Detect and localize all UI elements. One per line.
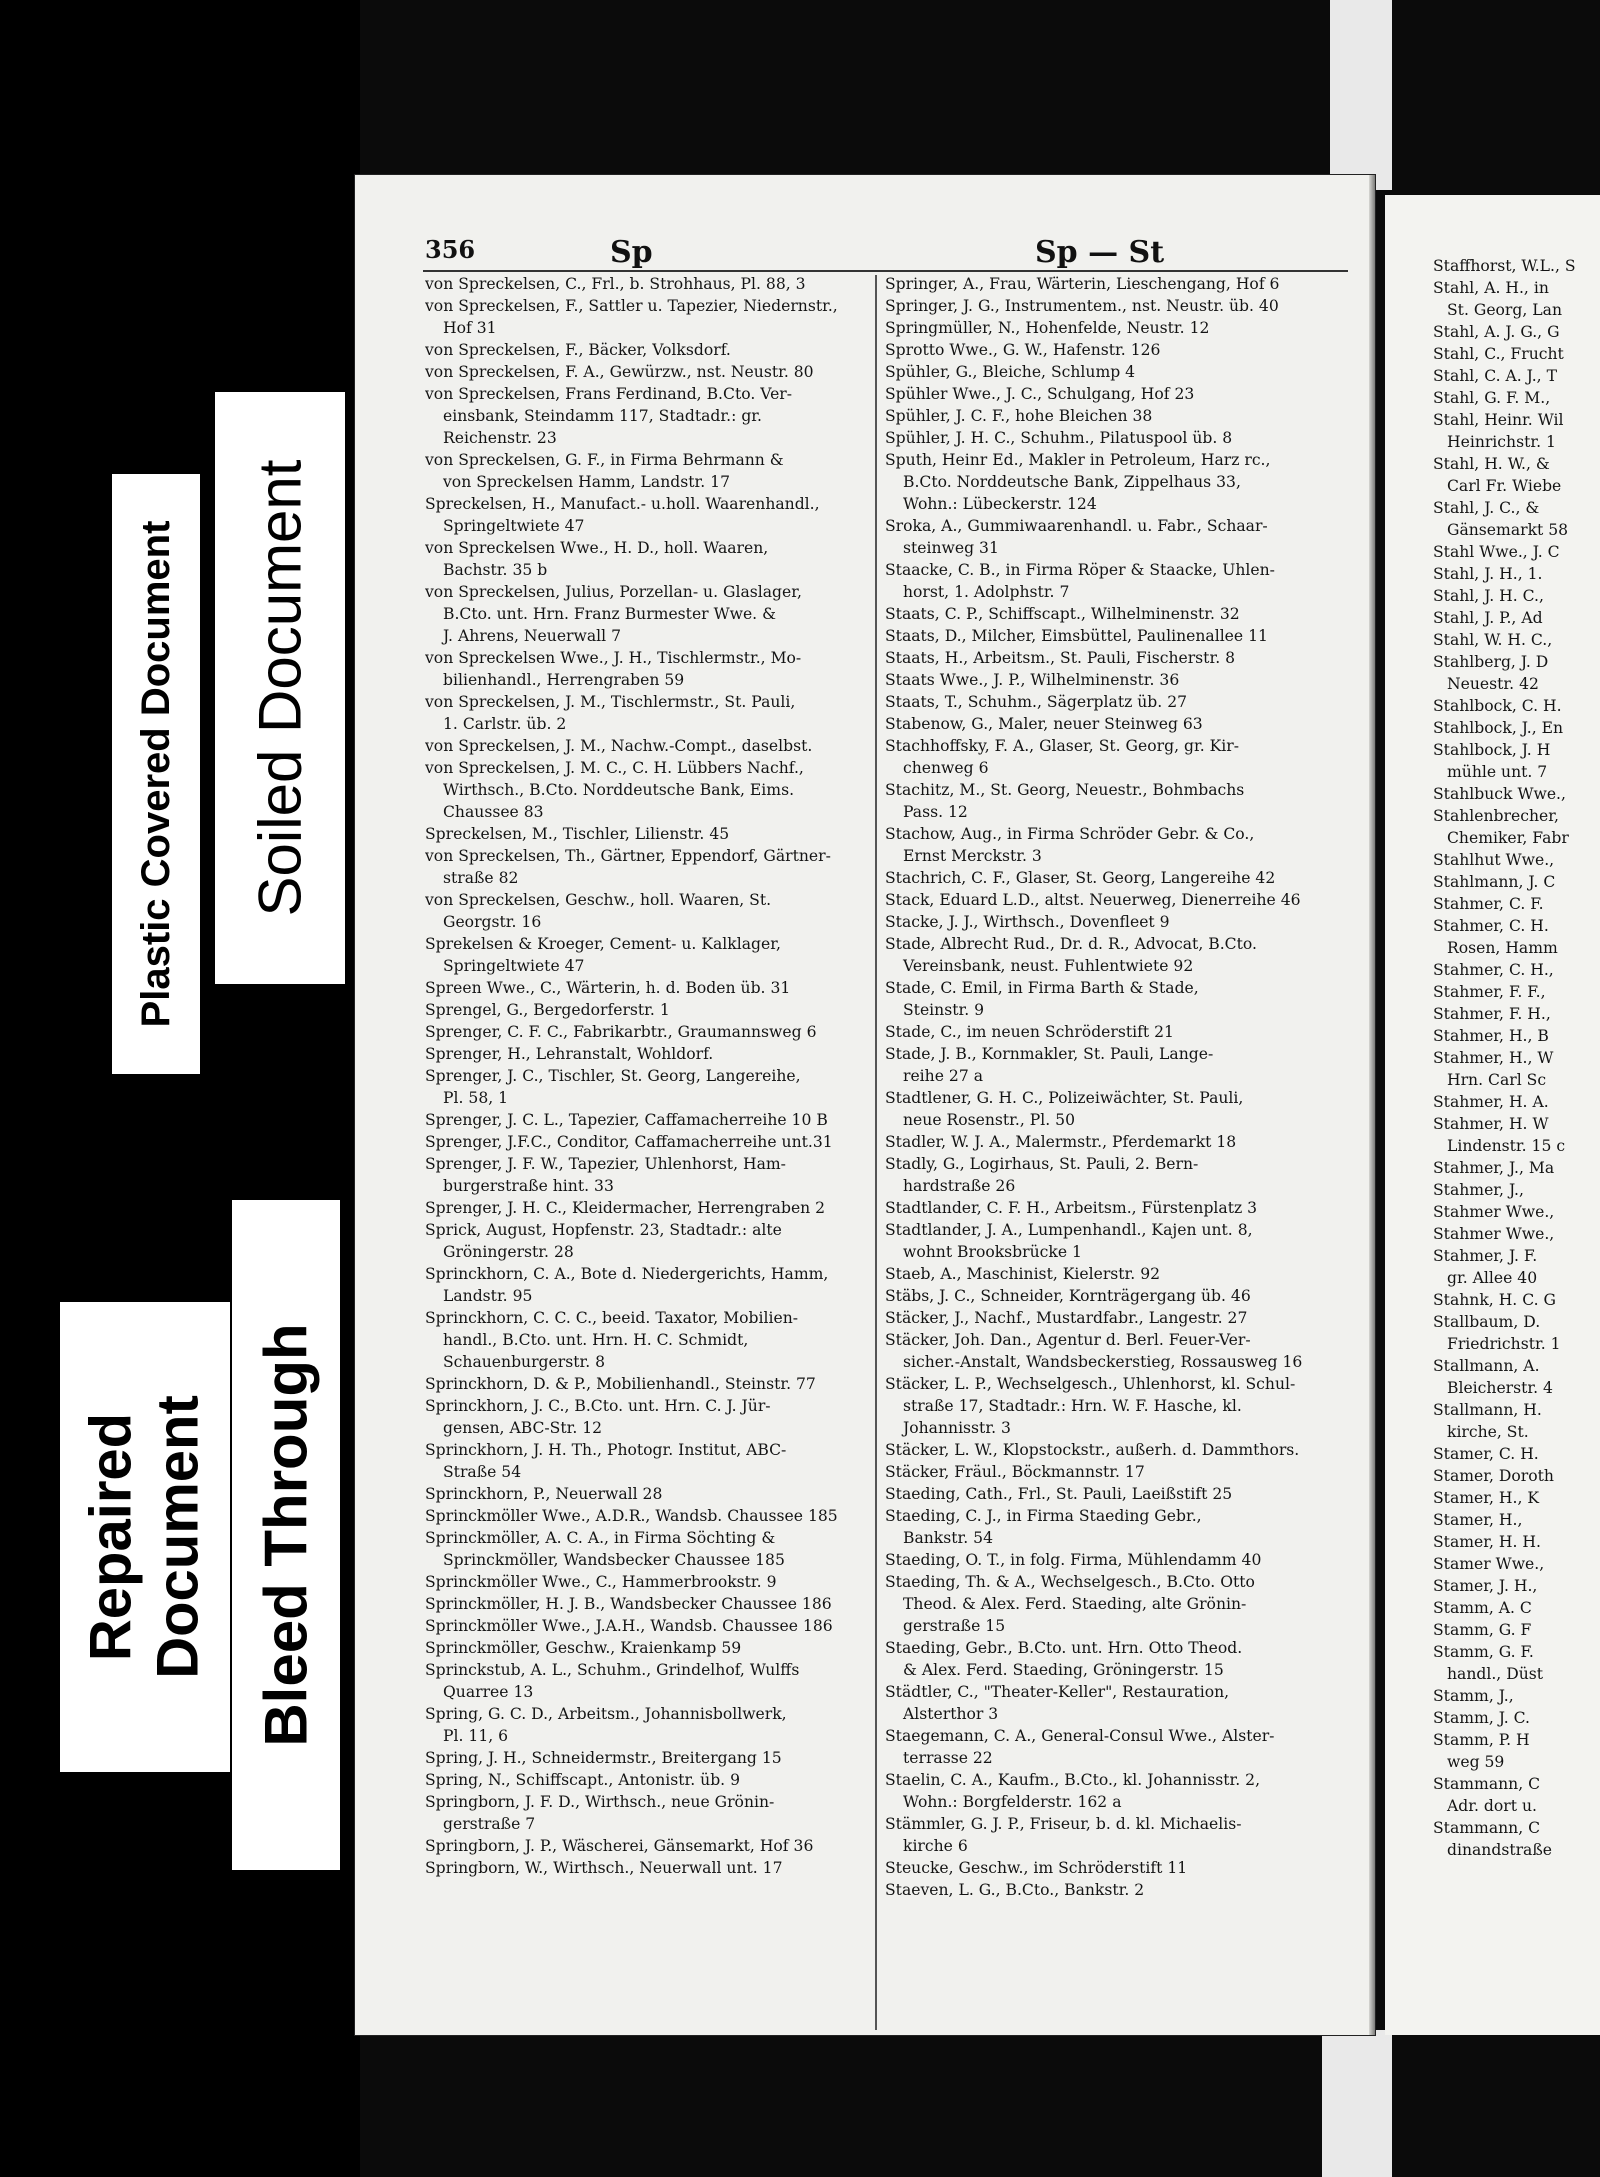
directory-entry: Sprenger, J. F. W., Tapezier, Uhlenhorst, Ham- bbox=[425, 1155, 786, 1173]
directory-entry: Stahlbock, C. H. bbox=[1433, 697, 1562, 715]
directory-entry: Stahmer Wwe., bbox=[1433, 1225, 1555, 1243]
directory-entry: Spreen Wwe., C., Wärterin, h. d. Boden üb. 31 bbox=[425, 979, 791, 997]
entry-continuation: Hof 31 bbox=[443, 319, 497, 337]
directory-entry: Stack, Eduard L.D., altst. Neuerweg, Dienerreihe 46 bbox=[885, 891, 1301, 909]
entry-continuation: Ernst Merckstr. 3 bbox=[903, 847, 1042, 865]
directory-entry: Staeding, C. J., in Firma Staeding Gebr., bbox=[885, 1507, 1202, 1525]
directory-entry: Staacke, C. B., in Firma Röper & Staacke, Uhlen- bbox=[885, 561, 1275, 579]
entry-continuation: Bleicherstr. 4 bbox=[1447, 1379, 1553, 1397]
directory-entry: Stamm, G. F bbox=[1433, 1621, 1532, 1639]
directory-entry: Stahl, J. H., 1. bbox=[1433, 565, 1543, 583]
entry-continuation: Schauenburgerstr. 8 bbox=[443, 1353, 606, 1371]
entry-continuation: St. Georg, Lan bbox=[1447, 301, 1562, 319]
directory-entry: Städtler, C., "Theater-Keller", Restauration, bbox=[885, 1683, 1230, 1701]
directory-entry: Stade, C., im neuen Schröderstift 21 bbox=[885, 1023, 1174, 1041]
repaired-text-line2: Document bbox=[145, 1395, 210, 1679]
soiled-text: Soiled Document bbox=[246, 459, 314, 917]
directory-entry: Stamer Wwe., bbox=[1433, 1555, 1545, 1573]
next-page-edge bbox=[1385, 195, 1600, 2035]
entry-continuation: handl., B.Cto. unt. Hrn. H. C. Schmidt, bbox=[443, 1331, 749, 1349]
directory-entry: Sprenger, J. H. C., Kleidermacher, Herrengraben 2 bbox=[425, 1199, 826, 1217]
entry-continuation: Hrn. Carl Sc bbox=[1447, 1071, 1547, 1089]
directory-entry: Stamer, J. H., bbox=[1433, 1577, 1538, 1595]
directory-entry: Staats Wwe., J. P., Wilhelminenstr. 36 bbox=[885, 671, 1180, 689]
entry-continuation: gensen, ABC-Str. 12 bbox=[443, 1419, 603, 1437]
directory-entry: von Spreckelsen, G. F., in Firma Behrmann & bbox=[425, 451, 784, 469]
entry-continuation: Friedrichstr. 1 bbox=[1447, 1335, 1561, 1353]
directory-entry: Sprinckhorn, J. C., B.Cto. unt. Hrn. C. J. Jür- bbox=[425, 1397, 771, 1415]
entry-continuation: Pl. 11, 6 bbox=[443, 1727, 509, 1745]
directory-entry: Springborn, J. F. D., Wirthsch., neue Grönin- bbox=[425, 1793, 775, 1811]
entry-continuation: Wohn.: Borgfelderstr. 162 a bbox=[903, 1793, 1122, 1811]
entry-continuation: burgerstraße hint. 33 bbox=[443, 1177, 614, 1195]
plastic-covered-text: Plastic Covered Document bbox=[134, 520, 178, 1028]
entry-continuation: Chemiker, Fabr bbox=[1447, 829, 1569, 847]
entry-continuation: Rosen, Hamm bbox=[1447, 939, 1558, 957]
directory-entry: Spühler Wwe., J. C., Schulgang, Hof 23 bbox=[885, 385, 1195, 403]
directory-entry: Stäcker, L. W., Klopstockstr., außerh. d. Dammthors. bbox=[885, 1441, 1300, 1459]
directory-entry: Sprinckhorn, P., Neuerwall 28 bbox=[425, 1485, 663, 1503]
directory-entry: Stallbaum, D. bbox=[1433, 1313, 1541, 1331]
directory-entry: Stahmer, F. H., bbox=[1433, 1005, 1551, 1023]
directory-entry: Stammann, C bbox=[1433, 1819, 1541, 1837]
entry-continuation: bilienhandl., Herrengraben 59 bbox=[443, 671, 685, 689]
directory-entry: Sroka, A., Gummiwaarenhandl. u. Fabr., Schaar- bbox=[885, 517, 1268, 535]
entry-continuation: weg 59 bbox=[1447, 1753, 1505, 1771]
directory-entry: Staeding, O. T., in folg. Firma, Mühlendamm 40 bbox=[885, 1551, 1262, 1569]
entry-continuation: gr. Allee 40 bbox=[1447, 1269, 1538, 1287]
entry-continuation: straße 17, Stadtadr.: Hrn. W. F. Hasche, kl. bbox=[903, 1397, 1242, 1415]
directory-entry: Stahl, C. A. J., T bbox=[1433, 367, 1557, 385]
entry-continuation: chenweg 6 bbox=[903, 759, 989, 777]
directory-entry: Stadler, W. J. A., Malermstr., Pferdemarkt 18 bbox=[885, 1133, 1237, 1151]
page-header-left: Sp bbox=[610, 235, 653, 270]
directory-entry: Stahmer, C. H., bbox=[1433, 961, 1554, 979]
left-column bbox=[425, 273, 880, 1879]
directory-entry: Stamm, G. F. bbox=[1433, 1643, 1534, 1661]
directory-entry: Stachrich, C. F., Glaser, St. Georg, Langereihe 42 bbox=[885, 869, 1276, 887]
directory-entry: Sprinckhorn, C. A., Bote d. Niedergerichts, Hamm, bbox=[425, 1265, 829, 1283]
entry-continuation: Carl Fr. Wiebe bbox=[1447, 477, 1562, 495]
binder-strap-top bbox=[1330, 0, 1392, 190]
entry-continuation: B.Cto. unt. Hrn. Franz Burmester Wwe. & bbox=[443, 605, 776, 623]
directory-entry: Stallmann, A. bbox=[1433, 1357, 1540, 1375]
directory-entry: Stäcker, J., Nachf., Mustardfabr., Langestr. 27 bbox=[885, 1309, 1248, 1327]
directory-entry: Stahlenbrecher, bbox=[1433, 807, 1559, 825]
directory-entry: Stahmer, H., B bbox=[1433, 1027, 1549, 1045]
directory-entry: Stäcker, Joh. Dan., Agentur d. Berl. Feuer-Ver- bbox=[885, 1331, 1251, 1349]
entry-continuation: Bachstr. 35 b bbox=[443, 561, 548, 579]
entry-continuation: Neuestr. 42 bbox=[1447, 675, 1539, 693]
directory-entry: Stahl, Heinr. Wil bbox=[1433, 411, 1564, 429]
directory-entry: Stahmer, H. W bbox=[1433, 1115, 1549, 1133]
repaired-text bbox=[78, 1395, 211, 1679]
entry-continuation: dinandstraße bbox=[1447, 1841, 1552, 1859]
directory-entry: Stäcker, L. P., Wechselgesch., Uhlenhorst, kl. Schul- bbox=[885, 1375, 1296, 1393]
entry-continuation: Gröningerstr. 28 bbox=[443, 1243, 574, 1261]
directory-entry: Sprinckstub, A. L., Schuhm., Grindelhof, Wulffs bbox=[425, 1661, 800, 1679]
entry-continuation: wohnt Brooksbrücke 1 bbox=[903, 1243, 1082, 1261]
entry-continuation: Springeltwiete 47 bbox=[443, 957, 585, 975]
directory-entry: Stahmer, J. F. bbox=[1433, 1247, 1538, 1265]
entry-continuation: straße 82 bbox=[443, 869, 519, 887]
entry-continuation: Straße 54 bbox=[443, 1463, 522, 1481]
entry-continuation: kirche, St. bbox=[1447, 1423, 1529, 1441]
directory-entry: Spühler, J. C. F., hohe Bleichen 38 bbox=[885, 407, 1153, 425]
entry-continuation: Gänsemarkt 58 bbox=[1447, 521, 1569, 539]
page-header-right: Sp — St bbox=[1035, 235, 1165, 270]
entry-continuation: mühle unt. 7 bbox=[1447, 763, 1548, 781]
directory-entry: Stahmer, J., Ma bbox=[1433, 1159, 1555, 1177]
directory-entry: Stahl, G. F. M., bbox=[1433, 389, 1551, 407]
directory-entry: Staelin, C. A., Kaufm., B.Cto., kl. Johannisstr. 2, bbox=[885, 1771, 1261, 1789]
entry-continuation: reihe 27 a bbox=[903, 1067, 983, 1085]
directory-entry: von Spreckelsen, C., Frl., b. Strohhaus, Pl. 88, 3 bbox=[425, 275, 806, 293]
entry-continuation: hardstraße 26 bbox=[903, 1177, 1016, 1195]
directory-entry: Stahmer, H. A. bbox=[1433, 1093, 1549, 1111]
directory-entry: Stahl, J. P., Ad bbox=[1433, 609, 1543, 627]
binder-strap-bottom bbox=[1322, 2030, 1392, 2177]
soiled-label bbox=[215, 392, 345, 984]
directory-entry: Stachow, Aug., in Firma Schröder Gebr. & Co., bbox=[885, 825, 1255, 843]
directory-entry: Staeding, Th. & A., Wechselgesch., B.Cto. Otto bbox=[885, 1573, 1255, 1591]
directory-entry: Stachitz, M., St. Georg, Neuestr., Bohmbachs bbox=[885, 781, 1245, 799]
directory-entry: Springborn, W., Wirthsch., Neuerwall unt. 17 bbox=[425, 1859, 783, 1877]
entry-continuation: Vereinsbank, neust. Fuhlentwiete 92 bbox=[903, 957, 1194, 975]
entry-continuation: Johannisstr. 3 bbox=[903, 1419, 1011, 1437]
directory-entry: Stahl, J. C., & bbox=[1433, 499, 1540, 517]
directory-entry: Stahlbock, J. H bbox=[1433, 741, 1551, 759]
directory-entry: Stadtlander, C. F. H., Arbeitsm., Fürstenplatz 3 bbox=[885, 1199, 1258, 1217]
directory-entry: Stämmler, G. J. P., Friseur, b. d. kl. Michaelis- bbox=[885, 1815, 1242, 1833]
directory-entry: Sprinckhorn, D. & P., Mobilienhandl., Steinstr. 77 bbox=[425, 1375, 816, 1393]
directory-entry: Stahl, C., Frucht bbox=[1433, 345, 1564, 363]
directory-entry: Spreckelsen, H., Manufact.- u.holl. Waarenhandl., bbox=[425, 495, 820, 513]
directory-entry: Stahmer Wwe., bbox=[1433, 1203, 1555, 1221]
directory-entry: Stäbs, J. C., Schneider, Kornträgergang üb. 46 bbox=[885, 1287, 1251, 1305]
directory-entry: Stadtlener, G. H. C., Polizeiwächter, St. Pauli, bbox=[885, 1089, 1244, 1107]
directory-entry: Stahmer, F. F., bbox=[1433, 983, 1546, 1001]
directory-entry: Sprekelsen & Kroeger, Cement- u. Kalklager, bbox=[425, 935, 781, 953]
header-rule bbox=[423, 270, 1348, 272]
directory-entry: Stahlmann, J. C bbox=[1433, 873, 1556, 891]
directory-entry: von Spreckelsen Wwe., H. D., holl. Waaren, bbox=[425, 539, 769, 557]
next-page-column bbox=[1433, 255, 1600, 1861]
entry-continuation: Pl. 58, 1 bbox=[443, 1089, 509, 1107]
directory-entry: Stamm, A. C bbox=[1433, 1599, 1532, 1617]
directory-entry: Stade, C. Emil, in Firma Barth & Stade, bbox=[885, 979, 1199, 997]
directory-entry: Stahl, A. J. G., G bbox=[1433, 323, 1560, 341]
directory-entry: Stamer, C. H. bbox=[1433, 1445, 1539, 1463]
directory-entry: Stahnk, H. C. G bbox=[1433, 1291, 1556, 1309]
entry-continuation: von Spreckelsen Hamm, Landstr. 17 bbox=[443, 473, 730, 491]
column-divider bbox=[875, 275, 877, 2030]
directory-entry: Staats, C. P., Schiffscapt., Wilhelminenstr. 32 bbox=[885, 605, 1240, 623]
entry-continuation: steinweg 31 bbox=[903, 539, 999, 557]
directory-entry: von Spreckelsen, Frans Ferdinand, B.Cto. Ver- bbox=[425, 385, 793, 403]
directory-entry: Stahmer, C. F. bbox=[1433, 895, 1544, 913]
directory-entry: Sprinckhorn, C. C. C., beeid. Taxator, Mobilien- bbox=[425, 1309, 799, 1327]
directory-page bbox=[355, 175, 1375, 2035]
directory-entry: Sprenger, J.F.C., Conditor, Caffamacherreihe unt.31 bbox=[425, 1133, 833, 1151]
directory-entry: Stade, J. B., Kornmakler, St. Pauli, Lange- bbox=[885, 1045, 1214, 1063]
directory-entry: Stadtlander, J. A., Lumpenhandl., Kajen unt. 8, bbox=[885, 1221, 1253, 1239]
directory-entry: Stahmer, C. H. bbox=[1433, 917, 1549, 935]
bleed-through-label bbox=[232, 1200, 340, 1870]
directory-entry: von Spreckelsen, Julius, Porzellan- u. Glaslager, bbox=[425, 583, 802, 601]
directory-entry: von Spreckelsen, Th., Gärtner, Eppendorf, Gärtner- bbox=[425, 847, 831, 865]
directory-entry: Stamer, H. H. bbox=[1433, 1533, 1541, 1551]
entry-continuation: Heinrichstr. 1 bbox=[1447, 433, 1556, 451]
page-number: 356 bbox=[425, 235, 476, 264]
directory-entry: Sprengel, G., Bergedorferstr. 1 bbox=[425, 1001, 670, 1019]
directory-entry: Sprenger, J. C. L., Tapezier, Caffamacherreihe 10 B bbox=[425, 1111, 828, 1129]
directory-entry: Staegemann, C. A., General-Consul Wwe., Alster- bbox=[885, 1727, 1275, 1745]
entry-continuation: J. Ahrens, Neuerwall 7 bbox=[443, 627, 621, 645]
directory-entry: Stamm, J., bbox=[1433, 1687, 1514, 1705]
directory-entry: Spühler, G., Bleiche, Schlump 4 bbox=[885, 363, 1136, 381]
directory-entry: Spring, N., Schiffscapt., Antonistr. üb. 9 bbox=[425, 1771, 741, 1789]
directory-entry: Spreckelsen, M., Tischler, Lilienstr. 45 bbox=[425, 825, 730, 843]
directory-entry: Stahl, H. W., & bbox=[1433, 455, 1550, 473]
directory-entry: Stahl, A. H., in bbox=[1433, 279, 1549, 297]
directory-entry: Springborn, J. P., Wäscherei, Gänsemarkt, Hof 36 bbox=[425, 1837, 814, 1855]
directory-entry: Sprinckmöller, H. J. B., Wandsbecker Chaussee 186 bbox=[425, 1595, 832, 1613]
directory-entry: Stamm, P. H bbox=[1433, 1731, 1530, 1749]
entry-continuation: terrasse 22 bbox=[903, 1749, 993, 1767]
directory-entry: Stamer, H., bbox=[1433, 1511, 1523, 1529]
directory-entry: Stahl, W. H. C., bbox=[1433, 631, 1553, 649]
right-column bbox=[885, 273, 1345, 1901]
directory-entry: Staeding, Gebr., B.Cto. unt. Hrn. Otto Theod. bbox=[885, 1639, 1243, 1657]
directory-entry: Stammann, C bbox=[1433, 1775, 1541, 1793]
entry-continuation: kirche 6 bbox=[903, 1837, 968, 1855]
directory-entry: Staeven, L. G., B.Cto., Bankstr. 2 bbox=[885, 1881, 1145, 1899]
directory-entry: Stacke, J. J., Wirthsch., Dovenfleet 9 bbox=[885, 913, 1170, 931]
directory-entry: Sprenger, H., Lehranstalt, Wohldorf. bbox=[425, 1045, 714, 1063]
directory-entry: Springer, A., Frau, Wärterin, Lieschengang, Hof 6 bbox=[885, 275, 1280, 293]
directory-entry: Spring, G. C. D., Arbeitsm., Johannisbollwerk, bbox=[425, 1705, 787, 1723]
plastic-covered-label bbox=[112, 474, 200, 1074]
directory-entry: Staeb, A., Maschinist, Kielerstr. 92 bbox=[885, 1265, 1161, 1283]
entry-continuation: B.Cto. Norddeutsche Bank, Zippelhaus 33, bbox=[903, 473, 1241, 491]
directory-entry: Stadly, G., Logirhaus, St. Pauli, 2. Bern- bbox=[885, 1155, 1199, 1173]
entry-continuation: Quarree 13 bbox=[443, 1683, 534, 1701]
entry-continuation: Pass. 12 bbox=[903, 803, 968, 821]
entry-continuation: Bankstr. 54 bbox=[903, 1529, 994, 1547]
directory-entry: Sprotto Wwe., G. W., Hafenstr. 126 bbox=[885, 341, 1161, 359]
entry-continuation: Alsterthor 3 bbox=[903, 1705, 999, 1723]
entry-continuation: Chaussee 83 bbox=[443, 803, 544, 821]
directory-entry: von Spreckelsen, J. M. C., C. H. Lübbers Nachf., bbox=[425, 759, 804, 777]
directory-entry: Springer, J. G., Instrumentem., nst. Neustr. üb. 40 bbox=[885, 297, 1279, 315]
directory-entry: Sprinckhorn, J. H. Th., Photogr. Institut, ABC- bbox=[425, 1441, 787, 1459]
repaired-text-line1: Repaired bbox=[78, 1412, 144, 1662]
directory-entry: Spühler, J. H. C., Schuhm., Pilatuspool üb. 8 bbox=[885, 429, 1233, 447]
directory-entry: Staats, T., Schuhm., Sägerplatz üb. 27 bbox=[885, 693, 1188, 711]
entry-continuation: horst, 1. Adolphstr. 7 bbox=[903, 583, 1070, 601]
directory-entry: von Spreckelsen, F. A., Gewürzw., nst. Neustr. 80 bbox=[425, 363, 814, 381]
directory-entry: Stahl, J. H. C., bbox=[1433, 587, 1544, 605]
directory-entry: Stahlhut Wwe., bbox=[1433, 851, 1555, 869]
directory-entry: Spring, J. H., Schneidermstr., Breitergang 15 bbox=[425, 1749, 782, 1767]
directory-entry: Stahlbuck Wwe., bbox=[1433, 785, 1566, 803]
entry-continuation: Lindenstr. 15 c bbox=[1447, 1137, 1566, 1155]
directory-entry: Sprick, August, Hopfenstr. 23, Stadtadr.: alte bbox=[425, 1221, 782, 1239]
directory-entry: Staats, D., Milcher, Eimsbüttel, Paulinenallee 11 bbox=[885, 627, 1268, 645]
directory-entry: Stahl Wwe., J. C bbox=[1433, 543, 1560, 561]
directory-entry: Staeding, Cath., Frl., St. Pauli, Laeißstift 25 bbox=[885, 1485, 1233, 1503]
directory-entry: Sprinckmöller, A. C. A., in Firma Söchting & bbox=[425, 1529, 776, 1547]
directory-entry: Stabenow, G., Maler, neuer Steinweg 63 bbox=[885, 715, 1203, 733]
entry-continuation: gerstraße 15 bbox=[903, 1617, 1006, 1635]
directory-entry: Sprinckmöller Wwe., J.A.H., Wandsb. Chaussee 186 bbox=[425, 1617, 833, 1635]
directory-entry: Staffhorst, W.L., S bbox=[1433, 257, 1576, 275]
entry-continuation: Wohn.: Lübeckerstr. 124 bbox=[903, 495, 1097, 513]
directory-entry: Sprinckmöller Wwe., A.D.R., Wandsb. Chaussee 185 bbox=[425, 1507, 838, 1525]
entry-continuation: 1. Carlstr. üb. 2 bbox=[443, 715, 567, 733]
entry-continuation: Georgstr. 16 bbox=[443, 913, 542, 931]
directory-entry: Stahmer, J., bbox=[1433, 1181, 1524, 1199]
directory-entry: Sprenger, C. F. C., Fabrikarbtr., Graumannsweg 6 bbox=[425, 1023, 817, 1041]
entry-continuation: handl., Düst bbox=[1447, 1665, 1544, 1683]
entry-continuation: Adr. dort u. bbox=[1447, 1797, 1537, 1815]
directory-entry: Stahmer, H., W bbox=[1433, 1049, 1554, 1067]
directory-entry: Stäcker, Fräul., Böckmannstr. 17 bbox=[885, 1463, 1145, 1481]
directory-entry: von Spreckelsen, J. M., Nachw.-Compt., daselbst. bbox=[425, 737, 813, 755]
directory-entry: Springmüller, N., Hohenfelde, Neustr. 12 bbox=[885, 319, 1210, 337]
directory-entry: Sputh, Heinr Ed., Makler in Petroleum, Harz rc., bbox=[885, 451, 1271, 469]
directory-entry: von Spreckelsen Wwe., J. H., Tischlermstr., Mo- bbox=[425, 649, 802, 667]
entry-continuation: & Alex. Ferd. Staeding, Gröningerstr. 15 bbox=[903, 1661, 1224, 1679]
entry-continuation: neue Rosenstr., Pl. 50 bbox=[903, 1111, 1076, 1129]
entry-continuation: Landstr. 95 bbox=[443, 1287, 533, 1305]
directory-entry: von Spreckelsen, F., Sattler u. Tapezier, Niedernstr., bbox=[425, 297, 838, 315]
directory-entry: Stamm, J. C. bbox=[1433, 1709, 1531, 1727]
entry-continuation: gerstraße 7 bbox=[443, 1815, 536, 1833]
repaired-label bbox=[60, 1302, 230, 1772]
entry-continuation: Springeltwiete 47 bbox=[443, 517, 585, 535]
entry-continuation: sicher.-Anstalt, Wandsbeckerstieg, Rossausweg 16 bbox=[903, 1353, 1303, 1371]
directory-entry: Stachhoffsky, F. A., Glaser, St. Georg, gr. Kir- bbox=[885, 737, 1239, 755]
directory-entry: von Spreckelsen, F., Bäcker, Volksdorf. bbox=[425, 341, 731, 359]
directory-entry: von Spreckelsen, J. M., Tischlermstr., St. Pauli, bbox=[425, 693, 796, 711]
bleed-through-text: Bleed Through bbox=[252, 1323, 320, 1747]
directory-entry: Sprenger, J. C., Tischler, St. Georg, Langereihe, bbox=[425, 1067, 801, 1085]
directory-entry: Staats, H., Arbeitsm., St. Pauli, Fischerstr. 8 bbox=[885, 649, 1236, 667]
directory-entry: Stallmann, H. bbox=[1433, 1401, 1542, 1419]
entry-continuation: einsbank, Steindamm 117, Stadtadr.: gr. bbox=[443, 407, 763, 425]
entry-continuation: Sprinckmöller, Wandsbecker Chaussee 185 bbox=[443, 1551, 785, 1569]
entry-continuation: Wirthsch., B.Cto. Norddeutsche Bank, Eims. bbox=[443, 781, 795, 799]
directory-entry: Stahlberg, J. D bbox=[1433, 653, 1549, 671]
directory-entry: Stamer, H., K bbox=[1433, 1489, 1540, 1507]
directory-entry: Sprinckmöller Wwe., C., Hammerbrookstr. 9 bbox=[425, 1573, 777, 1591]
entry-continuation: Reichenstr. 23 bbox=[443, 429, 557, 447]
entry-continuation: Theod. & Alex. Ferd. Staeding, alte Grönin- bbox=[903, 1595, 1247, 1613]
directory-entry: Stamer, Doroth bbox=[1433, 1467, 1554, 1485]
directory-entry: Stahlbock, J., En bbox=[1433, 719, 1564, 737]
directory-entry: Steucke, Geschw., im Schröderstift 11 bbox=[885, 1859, 1188, 1877]
directory-entry: Sprinckmöller, Geschw., Kraienkamp 59 bbox=[425, 1639, 742, 1657]
directory-entry: von Spreckelsen, Geschw., holl. Waaren, St. bbox=[425, 891, 772, 909]
directory-entry: Stade, Albrecht Rud., Dr. d. R., Advocat, B.Cto. bbox=[885, 935, 1257, 953]
entry-continuation: Steinstr. 9 bbox=[903, 1001, 985, 1019]
